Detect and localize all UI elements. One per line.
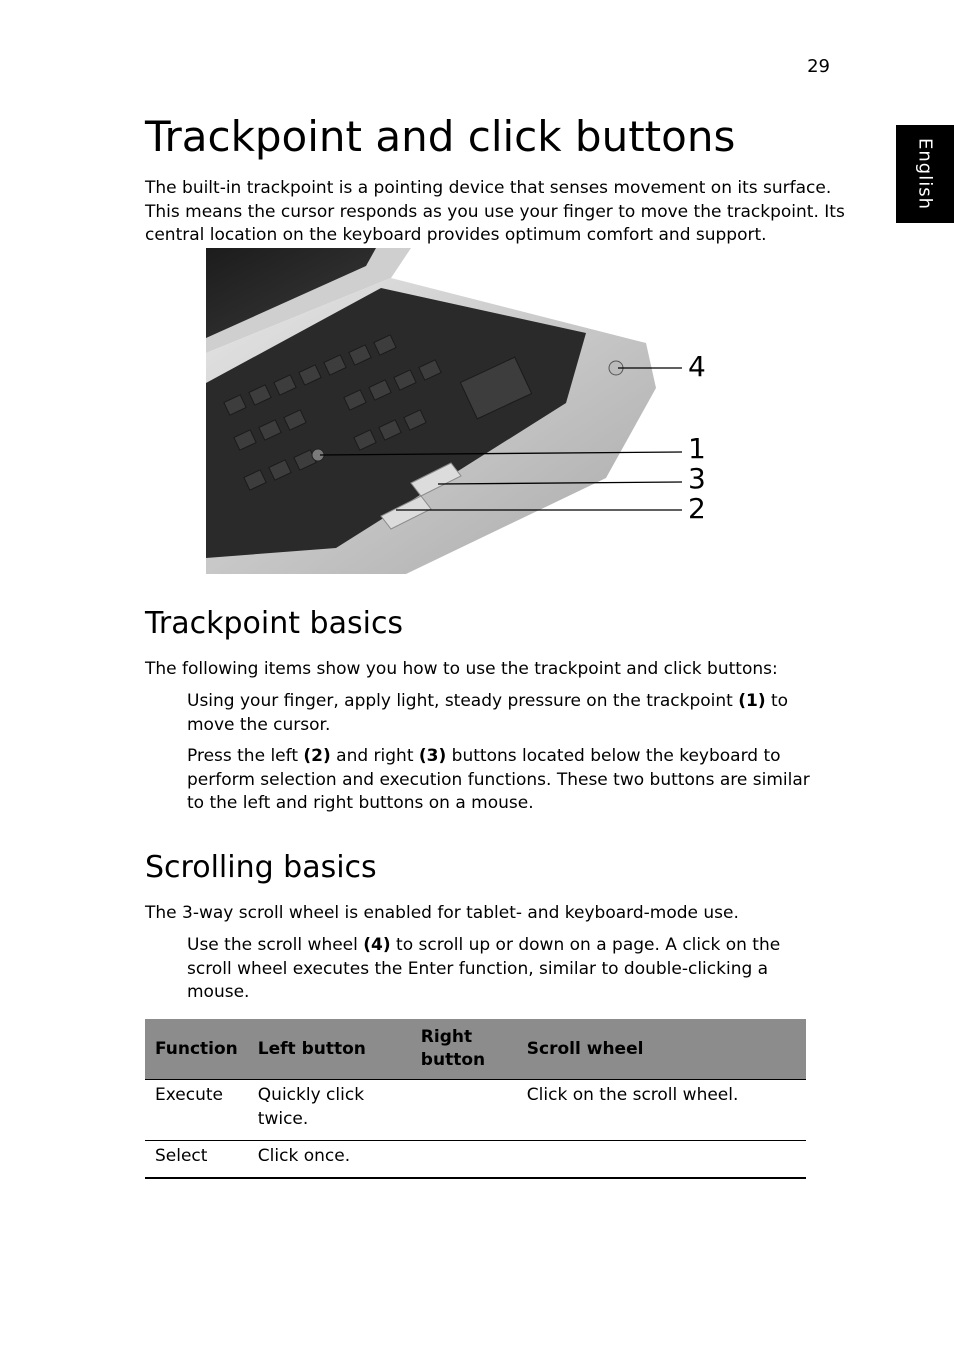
table-cell	[517, 1141, 806, 1178]
scrolling-basics-heading: Scrolling basics	[145, 850, 377, 885]
table-header-cell: Scroll wheel	[517, 1019, 806, 1080]
callout-label-3: 3	[688, 462, 706, 495]
laptop-keyboard-illustration	[206, 248, 726, 574]
table-row	[145, 1080, 806, 1141]
table-cell: Execute	[145, 1080, 248, 1141]
table-header-cell: Right button	[411, 1019, 517, 1080]
table-cell: Click on the scroll wheel.	[517, 1080, 806, 1141]
callout-label-4: 4	[688, 350, 706, 383]
trackpoint-basics-item-2: Press the left (2) and right (3) buttons located below the keyboard to perform selection and execution functions. These two buttons are similar to the left and right buttons on a mouse.	[187, 746, 810, 813]
scrolling-basics-item-1: Use the scroll wheel (4) to scroll up or down on a page. A click on the scroll wheel executes the Enter function, similar to double-clicking a mouse.	[187, 935, 781, 1002]
page-title: Trackpoint and click buttons	[145, 112, 736, 161]
laptop-keyboard-photo	[206, 248, 726, 574]
button-function-table	[145, 1019, 806, 1179]
intro-paragraph: The built-in trackpoint is a pointing device that senses movement on its surface. This means the cursor responds as you use your finger to move the trackpoint. Its central location on the keyboard provides optimum comfort and support.	[145, 178, 845, 245]
table-header-cell: Left button	[248, 1019, 411, 1080]
table-cell: Select	[145, 1141, 248, 1178]
trackpoint-basics-heading: Trackpoint basics	[145, 606, 404, 641]
callout-label-2: 2	[688, 492, 706, 525]
table-cell	[411, 1080, 517, 1141]
scrolling-basics-lead: The 3-way scroll wheel is enabled for tablet- and keyboard-mode use.	[145, 903, 739, 923]
trackpoint-basics-item-1: Using your finger, apply light, steady pressure on the trackpoint (1) to move the cursor.	[187, 691, 789, 735]
table-header-row	[145, 1019, 806, 1080]
language-tab	[896, 125, 954, 223]
table-cell: Quickly click twice.	[248, 1080, 411, 1141]
page-number: 29	[807, 56, 830, 77]
table-header-cell: Function	[145, 1019, 248, 1080]
table-row	[145, 1141, 806, 1178]
callout-label-1: 1	[688, 432, 706, 465]
language-tab-label: English	[914, 138, 936, 210]
trackpoint-basics-lead: The following items show you how to use the trackpoint and click buttons:	[145, 659, 778, 679]
table-cell: Click once.	[248, 1141, 411, 1178]
table-cell	[411, 1141, 517, 1178]
